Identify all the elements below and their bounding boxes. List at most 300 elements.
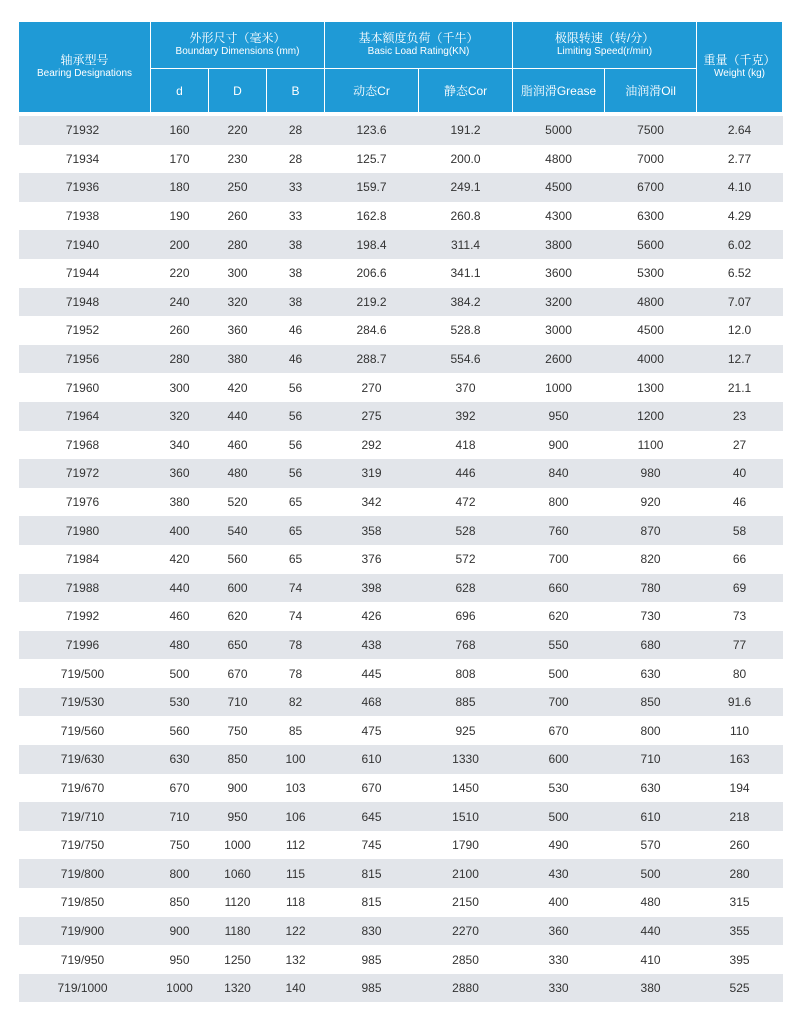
cell-oil: 440 [605, 917, 697, 946]
cell-B: 38 [288, 266, 303, 281]
table-row [19, 288, 783, 317]
table-row [19, 831, 783, 860]
cell-cor: 341.1 [450, 266, 481, 281]
cell-cr: 358 [325, 516, 419, 545]
header-speed-zh: 极限转速（转/分） [554, 31, 655, 46]
cell-cr: 288.7 [325, 345, 419, 374]
cell-grease: 3200 [513, 288, 605, 317]
cell-oil: 780 [605, 574, 697, 603]
cell-D: 1320 [209, 974, 267, 1003]
cell-designation: 719/630 [19, 745, 151, 774]
cell-D: 300 [227, 266, 248, 281]
table-row [19, 774, 783, 803]
cell-oil: 380 [605, 974, 697, 1003]
cell-B: 82 [267, 688, 325, 717]
cell-d: 1000 [151, 974, 209, 1003]
cell-B: 28 [267, 116, 325, 145]
cell-D: 420 [227, 380, 248, 395]
header-speed-en: Limiting Speed(r/min) [557, 46, 653, 58]
cell-designation: 719/850 [60, 895, 105, 910]
cell-cor: 1510 [419, 802, 513, 831]
table-row [19, 202, 783, 231]
cell-B: 140 [267, 974, 325, 1003]
cell-designation: 71936 [19, 173, 151, 202]
cell-cr: 206.6 [356, 266, 387, 281]
cell-cr: 275 [325, 402, 419, 431]
cell-grease: 700 [548, 552, 569, 567]
table-body [19, 113, 783, 1003]
cell-d: 320 [151, 402, 209, 431]
cell-grease: 530 [548, 780, 569, 795]
table-row [19, 516, 783, 545]
cell-grease: 950 [513, 402, 605, 431]
header-load-zh: 基本额度负荷（千牛） [358, 31, 479, 46]
cell-cr: 445 [361, 666, 382, 681]
cell-weight: 27 [732, 437, 747, 452]
cell-d: 670 [169, 780, 190, 795]
cell-grease: 400 [548, 895, 569, 910]
cell-designation: 719/800 [19, 859, 151, 888]
cell-oil: 5300 [637, 266, 664, 281]
cell-weight: 525 [697, 974, 783, 1003]
subheader-grease-label: 脂润滑Grease [520, 83, 597, 98]
cell-d: 160 [151, 116, 209, 145]
cell-designation: 719/560 [60, 723, 105, 738]
subheader-d [151, 69, 209, 113]
bearing-spec-table [18, 21, 783, 1002]
cell-B: 56 [288, 437, 303, 452]
cell-designation: 719/670 [60, 780, 105, 795]
cell-weight: 4.29 [727, 209, 752, 224]
cell-oil: 730 [640, 609, 661, 624]
cell-D: 540 [209, 516, 267, 545]
cell-designation: 719/710 [19, 802, 151, 831]
cell-grease: 700 [513, 688, 605, 717]
table-row [19, 859, 783, 888]
cell-designation: 71960 [65, 380, 100, 395]
cell-cr: 159.7 [325, 173, 419, 202]
table-row [19, 230, 783, 259]
header-boundary-zh: 外形尺寸（毫米） [189, 31, 286, 46]
cell-cor: 2880 [419, 974, 513, 1003]
table-row [19, 145, 783, 174]
cell-B: 74 [267, 574, 325, 603]
cell-d: 340 [169, 437, 190, 452]
table-row [19, 574, 783, 603]
cell-oil: 500 [605, 859, 697, 888]
cell-oil: 680 [605, 631, 697, 660]
cell-designation: 719/750 [60, 838, 105, 853]
cell-designation: 71940 [19, 230, 151, 259]
cell-weight: 21.1 [727, 380, 752, 395]
cell-D: 360 [227, 323, 248, 338]
cell-designation: 71932 [19, 116, 151, 145]
table-row [19, 259, 783, 288]
cell-D: 1120 [224, 895, 251, 910]
cell-weight: 315 [729, 895, 750, 910]
cell-grease: 490 [548, 838, 569, 853]
cell-oil: 410 [640, 952, 661, 967]
table-row [19, 602, 783, 631]
cell-cor: 925 [455, 723, 476, 738]
cell-grease: 840 [513, 459, 605, 488]
cell-designation: 719/900 [19, 917, 151, 946]
cell-cr: 398 [325, 574, 419, 603]
subheader-cr-label: 动态Cr [353, 83, 390, 98]
cell-cr: 426 [361, 609, 382, 624]
cell-weight: 355 [697, 917, 783, 946]
table-row [19, 631, 783, 660]
cell-weight: 69 [697, 574, 783, 603]
table-row [19, 659, 783, 688]
cell-D: 620 [227, 609, 248, 624]
cell-designation: 71964 [19, 402, 151, 431]
cell-cr: 284.6 [356, 323, 387, 338]
cell-grease: 660 [513, 574, 605, 603]
cell-oil: 610 [605, 802, 697, 831]
table-row [19, 402, 783, 431]
cell-grease: 360 [513, 917, 605, 946]
cell-designation: 71988 [19, 574, 151, 603]
cell-designation: 719/1000 [19, 974, 151, 1003]
subheader-B-label: B [291, 83, 300, 98]
cell-designation: 71972 [19, 459, 151, 488]
cell-cr: 815 [325, 859, 419, 888]
cell-cor: 384.2 [419, 288, 513, 317]
cell-grease: 1000 [545, 380, 572, 395]
cell-weight: 4.10 [697, 173, 783, 202]
cell-designation: 71948 [19, 288, 151, 317]
subheader-B [267, 69, 325, 113]
cell-cor: 260.8 [450, 209, 481, 224]
cell-oil: 1300 [637, 380, 664, 395]
cell-grease: 2600 [513, 345, 605, 374]
cell-grease: 330 [513, 974, 605, 1003]
cell-oil: 800 [640, 723, 661, 738]
cell-D: 480 [209, 459, 267, 488]
cell-d: 560 [169, 723, 190, 738]
cell-cor: 2150 [452, 895, 479, 910]
cell-cr: 125.7 [356, 151, 387, 166]
cell-grease: 4300 [545, 209, 572, 224]
cell-weight: 6.52 [727, 266, 752, 281]
cell-oil: 570 [640, 838, 661, 853]
table-row [19, 888, 783, 917]
table-row [19, 373, 783, 402]
cell-weight: 66 [732, 552, 747, 567]
cell-grease: 900 [548, 437, 569, 452]
cell-grease: 4500 [513, 173, 605, 202]
cell-d: 400 [151, 516, 209, 545]
cell-designation: 71952 [65, 323, 100, 338]
cell-oil: 980 [605, 459, 697, 488]
cell-D: 380 [209, 345, 267, 374]
subheader-cor-label: 静态Cor [443, 83, 488, 98]
cell-D: 260 [227, 209, 248, 224]
table-row [19, 688, 783, 717]
cell-cor: 2100 [419, 859, 513, 888]
cell-d: 710 [151, 802, 209, 831]
table-row [19, 745, 783, 774]
cell-D: 230 [227, 151, 248, 166]
header-designation-en: Bearing Designations [36, 68, 133, 80]
cell-D: 520 [227, 495, 248, 510]
cell-d: 420 [169, 552, 190, 567]
cell-cor: 696 [455, 609, 476, 624]
cell-cr: 468 [325, 688, 419, 717]
cell-cor: 572 [455, 552, 476, 567]
cell-grease: 330 [548, 952, 569, 967]
cell-D: 900 [227, 780, 248, 795]
cell-grease: 3800 [513, 230, 605, 259]
cell-d: 530 [151, 688, 209, 717]
cell-cr: 645 [325, 802, 419, 831]
cell-cr: 670 [361, 780, 382, 795]
cell-oil: 710 [605, 745, 697, 774]
cell-designation: 71996 [19, 631, 151, 660]
cell-oil: 6700 [605, 173, 697, 202]
cell-cr: 292 [361, 437, 382, 452]
header-weight [697, 22, 783, 113]
cell-weight: 2.64 [697, 116, 783, 145]
cell-d: 170 [169, 151, 190, 166]
cell-cor: 808 [455, 666, 476, 681]
cell-weight: 218 [697, 802, 783, 831]
cell-D: 460 [227, 437, 248, 452]
cell-cr: 376 [361, 552, 382, 567]
cell-B: 38 [267, 230, 325, 259]
cell-B: 56 [267, 402, 325, 431]
cell-B: 115 [267, 859, 325, 888]
header-load-en: Basic Load Rating(KN) [367, 46, 470, 58]
cell-D: 1180 [209, 917, 267, 946]
cell-d: 280 [151, 345, 209, 374]
cell-cor: 392 [419, 402, 513, 431]
cell-B: 78 [288, 666, 303, 681]
cell-D: 750 [227, 723, 248, 738]
table-row [19, 945, 783, 974]
cell-grease: 600 [513, 745, 605, 774]
cell-designation: 71956 [19, 345, 151, 374]
cell-weight: 46 [732, 495, 747, 510]
subheader-grease [513, 69, 605, 113]
cell-d: 440 [151, 574, 209, 603]
header-boundary-dimensions [151, 22, 325, 69]
cell-d: 200 [151, 230, 209, 259]
table-row [19, 917, 783, 946]
cell-B: 56 [288, 380, 303, 395]
cell-D: 600 [209, 574, 267, 603]
header-load-rating [325, 22, 513, 69]
cell-d: 300 [169, 380, 190, 395]
cell-B: 65 [288, 552, 303, 567]
table-row [19, 716, 783, 745]
cell-cr: 830 [325, 917, 419, 946]
cell-B: 132 [285, 952, 306, 967]
cell-designation: 71938 [65, 209, 100, 224]
cell-designation: 71934 [65, 151, 100, 166]
cell-weight: 7.07 [697, 288, 783, 317]
subheader-oil-label: 油润滑Oil [625, 83, 676, 98]
cell-weight: 110 [729, 723, 750, 738]
table-row [19, 316, 783, 345]
cell-oil: 4800 [605, 288, 697, 317]
cell-designation: 71944 [65, 266, 100, 281]
cell-designation: 71992 [65, 609, 100, 624]
cell-d: 240 [151, 288, 209, 317]
header-designation [19, 22, 151, 113]
cell-oil: 630 [640, 780, 661, 795]
cell-designation: 71968 [65, 437, 100, 452]
cell-designation: 719/500 [60, 666, 105, 681]
cell-weight: 395 [729, 952, 750, 967]
cell-d: 190 [169, 209, 190, 224]
cell-cor: 768 [419, 631, 513, 660]
cell-cor: 1450 [452, 780, 479, 795]
cell-D: 560 [227, 552, 248, 567]
cell-B: 46 [267, 345, 325, 374]
cell-B: 65 [267, 516, 325, 545]
cell-oil: 4000 [605, 345, 697, 374]
cell-d: 950 [169, 952, 190, 967]
cell-cr: 198.4 [325, 230, 419, 259]
cell-designation: 71976 [65, 495, 100, 510]
cell-cor: 446 [419, 459, 513, 488]
table-row [19, 345, 783, 374]
subheader-d-label: d [176, 83, 183, 98]
cell-D: 220 [209, 116, 267, 145]
cell-grease: 800 [548, 495, 569, 510]
cell-B: 112 [285, 838, 306, 853]
cell-oil: 4500 [637, 323, 664, 338]
cell-cor: 418 [455, 437, 476, 452]
cell-d: 500 [169, 666, 190, 681]
cell-B: 33 [288, 209, 303, 224]
table-row [19, 431, 783, 460]
cell-oil: 870 [605, 516, 697, 545]
cell-cr: 475 [361, 723, 382, 738]
cell-weight: 163 [697, 745, 783, 774]
cell-designation: 719/530 [19, 688, 151, 717]
cell-B: 118 [285, 895, 306, 910]
cell-weight: 77 [697, 631, 783, 660]
cell-cor: 528.8 [450, 323, 481, 338]
cell-grease: 500 [548, 666, 569, 681]
cell-designation: 71980 [19, 516, 151, 545]
cell-oil: 5600 [605, 230, 697, 259]
cell-cr: 342 [361, 495, 382, 510]
cell-weight: 12.0 [727, 323, 752, 338]
cell-B: 74 [288, 609, 303, 624]
cell-B: 85 [288, 723, 303, 738]
cell-d: 180 [151, 173, 209, 202]
cell-B: 56 [267, 459, 325, 488]
cell-weight: 91.6 [697, 688, 783, 717]
cell-cr: 745 [361, 838, 382, 853]
cell-D: 320 [209, 288, 267, 317]
subheader-D [209, 69, 267, 113]
cell-oil: 1100 [637, 437, 664, 452]
subheader-oil [605, 69, 697, 113]
cell-grease: 500 [513, 802, 605, 831]
table-row [19, 459, 783, 488]
subheader-cor [419, 69, 513, 113]
cell-B: 122 [267, 917, 325, 946]
subheader-cr [325, 69, 419, 113]
cell-cor: 311.4 [419, 230, 513, 259]
cell-D: 670 [227, 666, 248, 681]
cell-B: 65 [288, 495, 303, 510]
cell-d: 800 [151, 859, 209, 888]
cell-grease: 3600 [545, 266, 572, 281]
cell-designation: 71984 [65, 552, 100, 567]
cell-oil: 6300 [637, 209, 664, 224]
cell-oil: 1200 [605, 402, 697, 431]
cell-cor: 472 [455, 495, 476, 510]
cell-cr: 162.8 [356, 209, 387, 224]
cell-cor: 191.2 [419, 116, 513, 145]
cell-D: 280 [209, 230, 267, 259]
cell-cor: 200.0 [450, 151, 481, 166]
cell-weight: 280 [697, 859, 783, 888]
cell-grease: 760 [513, 516, 605, 545]
cell-d: 360 [151, 459, 209, 488]
table-row [19, 545, 783, 574]
header-weight-en: Weight (kg) [714, 68, 765, 80]
cell-cor: 370 [455, 380, 476, 395]
cell-cor: 885 [419, 688, 513, 717]
cell-d: 850 [169, 895, 190, 910]
cell-D: 1000 [224, 838, 251, 853]
cell-oil: 820 [640, 552, 661, 567]
cell-oil: 7500 [605, 116, 697, 145]
cell-cor: 1330 [419, 745, 513, 774]
cell-d: 750 [169, 838, 190, 853]
cell-oil: 7000 [637, 151, 664, 166]
cell-D: 440 [209, 402, 267, 431]
cell-weight: 23 [697, 402, 783, 431]
cell-weight: 6.02 [697, 230, 783, 259]
cell-B: 28 [288, 151, 303, 166]
cell-cr: 610 [325, 745, 419, 774]
cell-B: 100 [267, 745, 325, 774]
cell-d: 630 [151, 745, 209, 774]
cell-cr: 123.6 [325, 116, 419, 145]
cell-B: 38 [267, 288, 325, 317]
cell-cr: 270 [361, 380, 382, 395]
cell-d: 480 [151, 631, 209, 660]
cell-cr: 815 [361, 895, 382, 910]
cell-grease: 430 [513, 859, 605, 888]
cell-cor: 554.6 [419, 345, 513, 374]
table-row [19, 974, 783, 1003]
cell-d: 900 [151, 917, 209, 946]
cell-cor: 2850 [452, 952, 479, 967]
cell-D: 250 [209, 173, 267, 202]
cell-oil: 630 [640, 666, 661, 681]
cell-cor: 528 [419, 516, 513, 545]
cell-d: 260 [169, 323, 190, 338]
cell-B: 78 [267, 631, 325, 660]
cell-D: 1250 [224, 952, 251, 967]
cell-cr: 985 [361, 952, 382, 967]
table-row [19, 173, 783, 202]
cell-oil: 480 [640, 895, 661, 910]
header-designation-zh: 轴承型号 [60, 53, 109, 68]
table-header [19, 22, 783, 113]
cell-weight: 260 [729, 838, 750, 853]
subheader-D-label: D [233, 83, 242, 98]
